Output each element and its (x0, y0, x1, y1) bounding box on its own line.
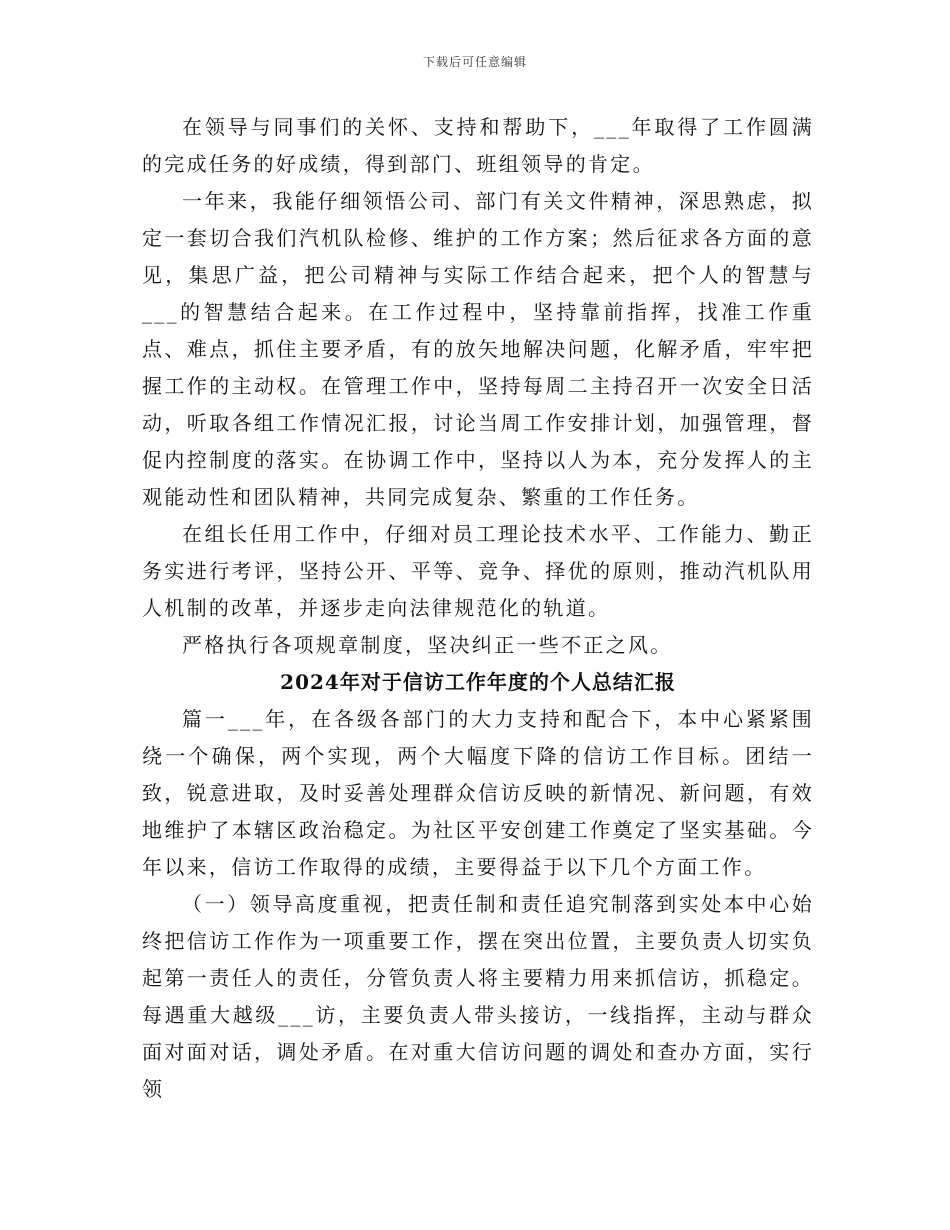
section-title: 2024年对于信访工作年度的个人总结汇报 (280, 670, 676, 694)
paragraph-5: 篇一___年，在各级各部门的大力支持和配合下，本中心紧紧围绕一个确保，两个实现，两个大幅度下降的信访工作目标。团结一致，锐意进取，及时妥善处理群众信访反映的新情况、新问题，有效地维护了本辖区政治稳定。为社区平安创建工作奠定了坚实基础。今年以来，信访工作取得的成绩，主要得益于以下几个方面工作。 (142, 707, 814, 879)
document-body (142, 109, 814, 1108)
header-note: 下载后可任意编辑 (422, 55, 527, 69)
paragraph-4: 严格执行各项规章制度，坚决纠正一些不正之风。 (182, 633, 673, 657)
paragraph-6: （一）领导高度重视，把责任制和责任追究制落到实处本中心始终把信访工作作为一项重要工作，摆在突出位置，主要负责人切实负起第一责任人的责任，分管负责人将主要精力用来抓信访，抓稳定。每遇重大越级___访，主要负责人带头接访，一线指挥，主动与群众面对面对话，调处矛盾。在对重大信访问题的调处和查办方面，实行领 (142, 892, 814, 1101)
paragraph-2: 一年来，我能仔细领悟公司、部门有关文件精神，深思熟虑，拟定一套切合我们汽机队检修、维护的工作方案；然后征求各方面的意见，集思广益，把公司精神与实际工作结合起来，把个人的智慧与___的智慧结合起来。在工作过程中，坚持靠前指挥，找准工作重点、难点，抓住主要矛盾，有的放矢地解决问题，化解矛盾，牢牢把握工作的主动权。在管理工作中，坚持每周二主持召开一次安全日活动，听取各组工作情况汇报，讨论当周工作安排计划，加强管理，督促内控制度的落实。在协调工作中，坚持以人为本，充分发挥人的主观能动性和团队精神，共同完成复杂、繁重的工作任务。 (142, 189, 814, 509)
paragraph-1: 在领导与同事们的关怀、支持和帮助下，___年取得了工作圆满的完成任务的好成绩，得到部门、班组领导的肯定。 (142, 115, 814, 176)
paragraph-3: 在组长任用工作中，仔细对员工理论技术水平、工作能力、勤正务实进行考评，坚持公开、平等、竞争、择优的原则，推动汽机队用人机制的改革，并逐步走向法律规范化的轨道。 (142, 522, 814, 620)
